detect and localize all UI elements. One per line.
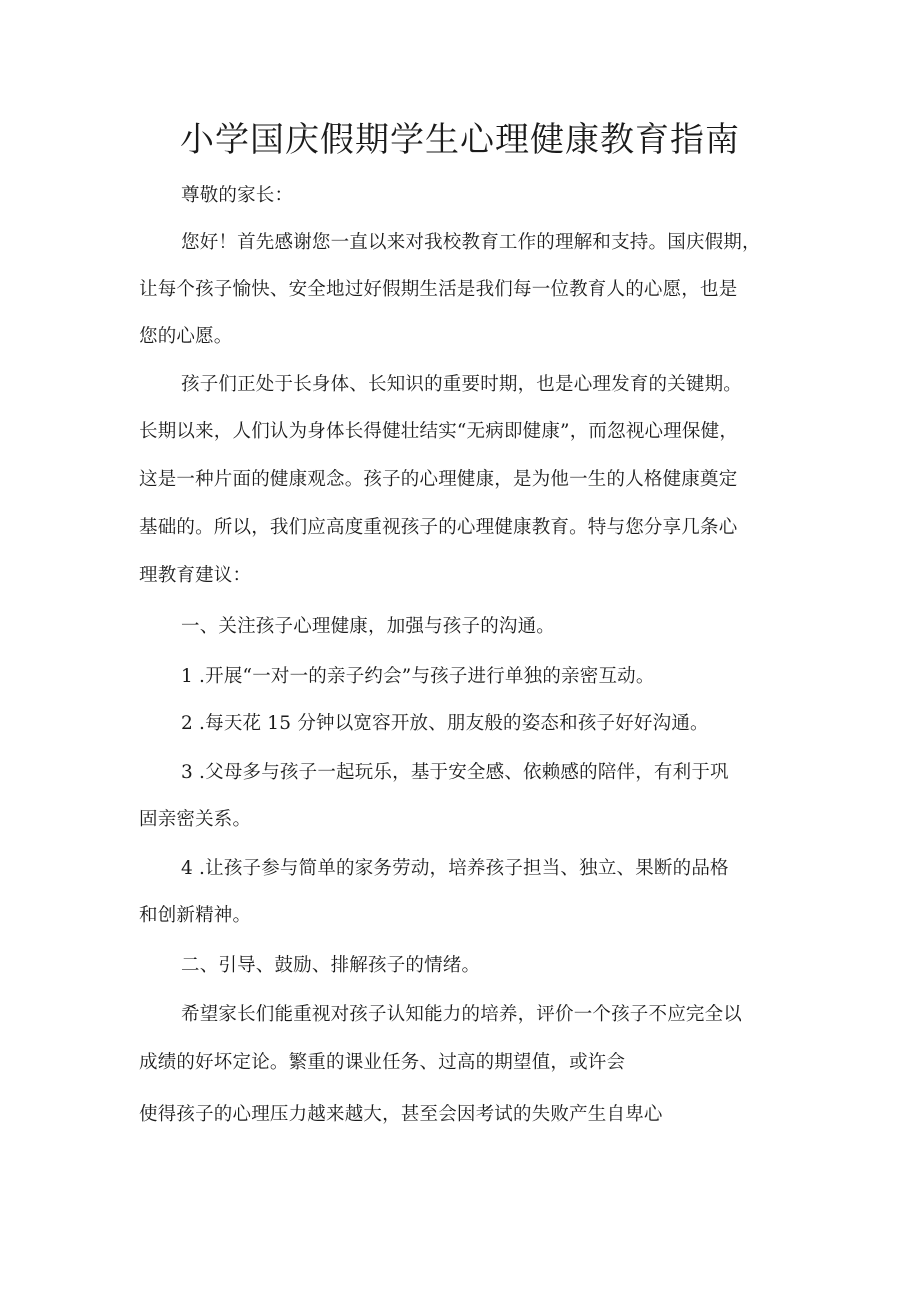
paragraph-line: 这是一种片面的健康观念。孩子的心理健康，是为他一生的人格健康奠定 [139, 469, 738, 490]
paragraph-line: 您的心愿。 [139, 326, 233, 347]
paragraph-line: 孩子们正处于长身体、长知识的重要时期，也是心理发育的关键期。 [181, 374, 743, 395]
list-item: 4 .让孩子参与简单的家务劳动，培养孩子担当、独立、果断的品格 [181, 858, 729, 879]
list-item-continuation: 和创新精神。 [139, 905, 252, 926]
list-item: 1 .开展“一对一的亲子约会”与孩子进行单独的亲密互动。 [181, 666, 655, 687]
paragraph-line: 成绩的好坏定论。繁重的课业任务、过高的期望值，或许会 [139, 1052, 626, 1073]
list-item: 2 .每天花 15 分钟以宽容开放、朋友般的姿态和孩子好好沟通。 [181, 713, 709, 734]
section-heading: 二、引导、鼓励、排解孩子的情绪。 [181, 955, 481, 976]
paragraph-line: 理教育建议： [139, 565, 252, 586]
salutation: 尊敬的家长： [181, 185, 294, 206]
paragraph-line: 长期以来，人们认为身体长得健壮结实“无病即健康”，而忽视心理保健， [139, 421, 739, 442]
paragraph-line: 基础的。所以，我们应高度重视孩子的心理健康教育。特与您分享几条心 [139, 517, 738, 538]
paragraph-line: 您好！首先感谢您一直以来对我校教育工作的理解和支持。国庆假期， [181, 232, 761, 253]
list-item-continuation: 固亲密关系。 [139, 809, 252, 830]
document-title: 小学国庆假期学生心理健康教育指南 [180, 120, 740, 160]
section-heading: 一、关注孩子心理健康，加强与孩子的沟通。 [181, 616, 556, 637]
paragraph-line: 使得孩子的心理压力越来越大，甚至会因考试的失败产生自卑心 [139, 1104, 663, 1125]
paragraph-line: 希望家长们能重视对孩子认知能力的培养，评价一个孩子不应完全以 [181, 1004, 743, 1025]
paragraph-line: 让每个孩子愉快、安全地过好假期生活是我们每一位教育人的心愿，也是 [139, 279, 738, 300]
list-item: 3 .父母多与孩子一起玩乐，基于安全感、依赖感的陪伴，有利于巩 [181, 762, 729, 783]
